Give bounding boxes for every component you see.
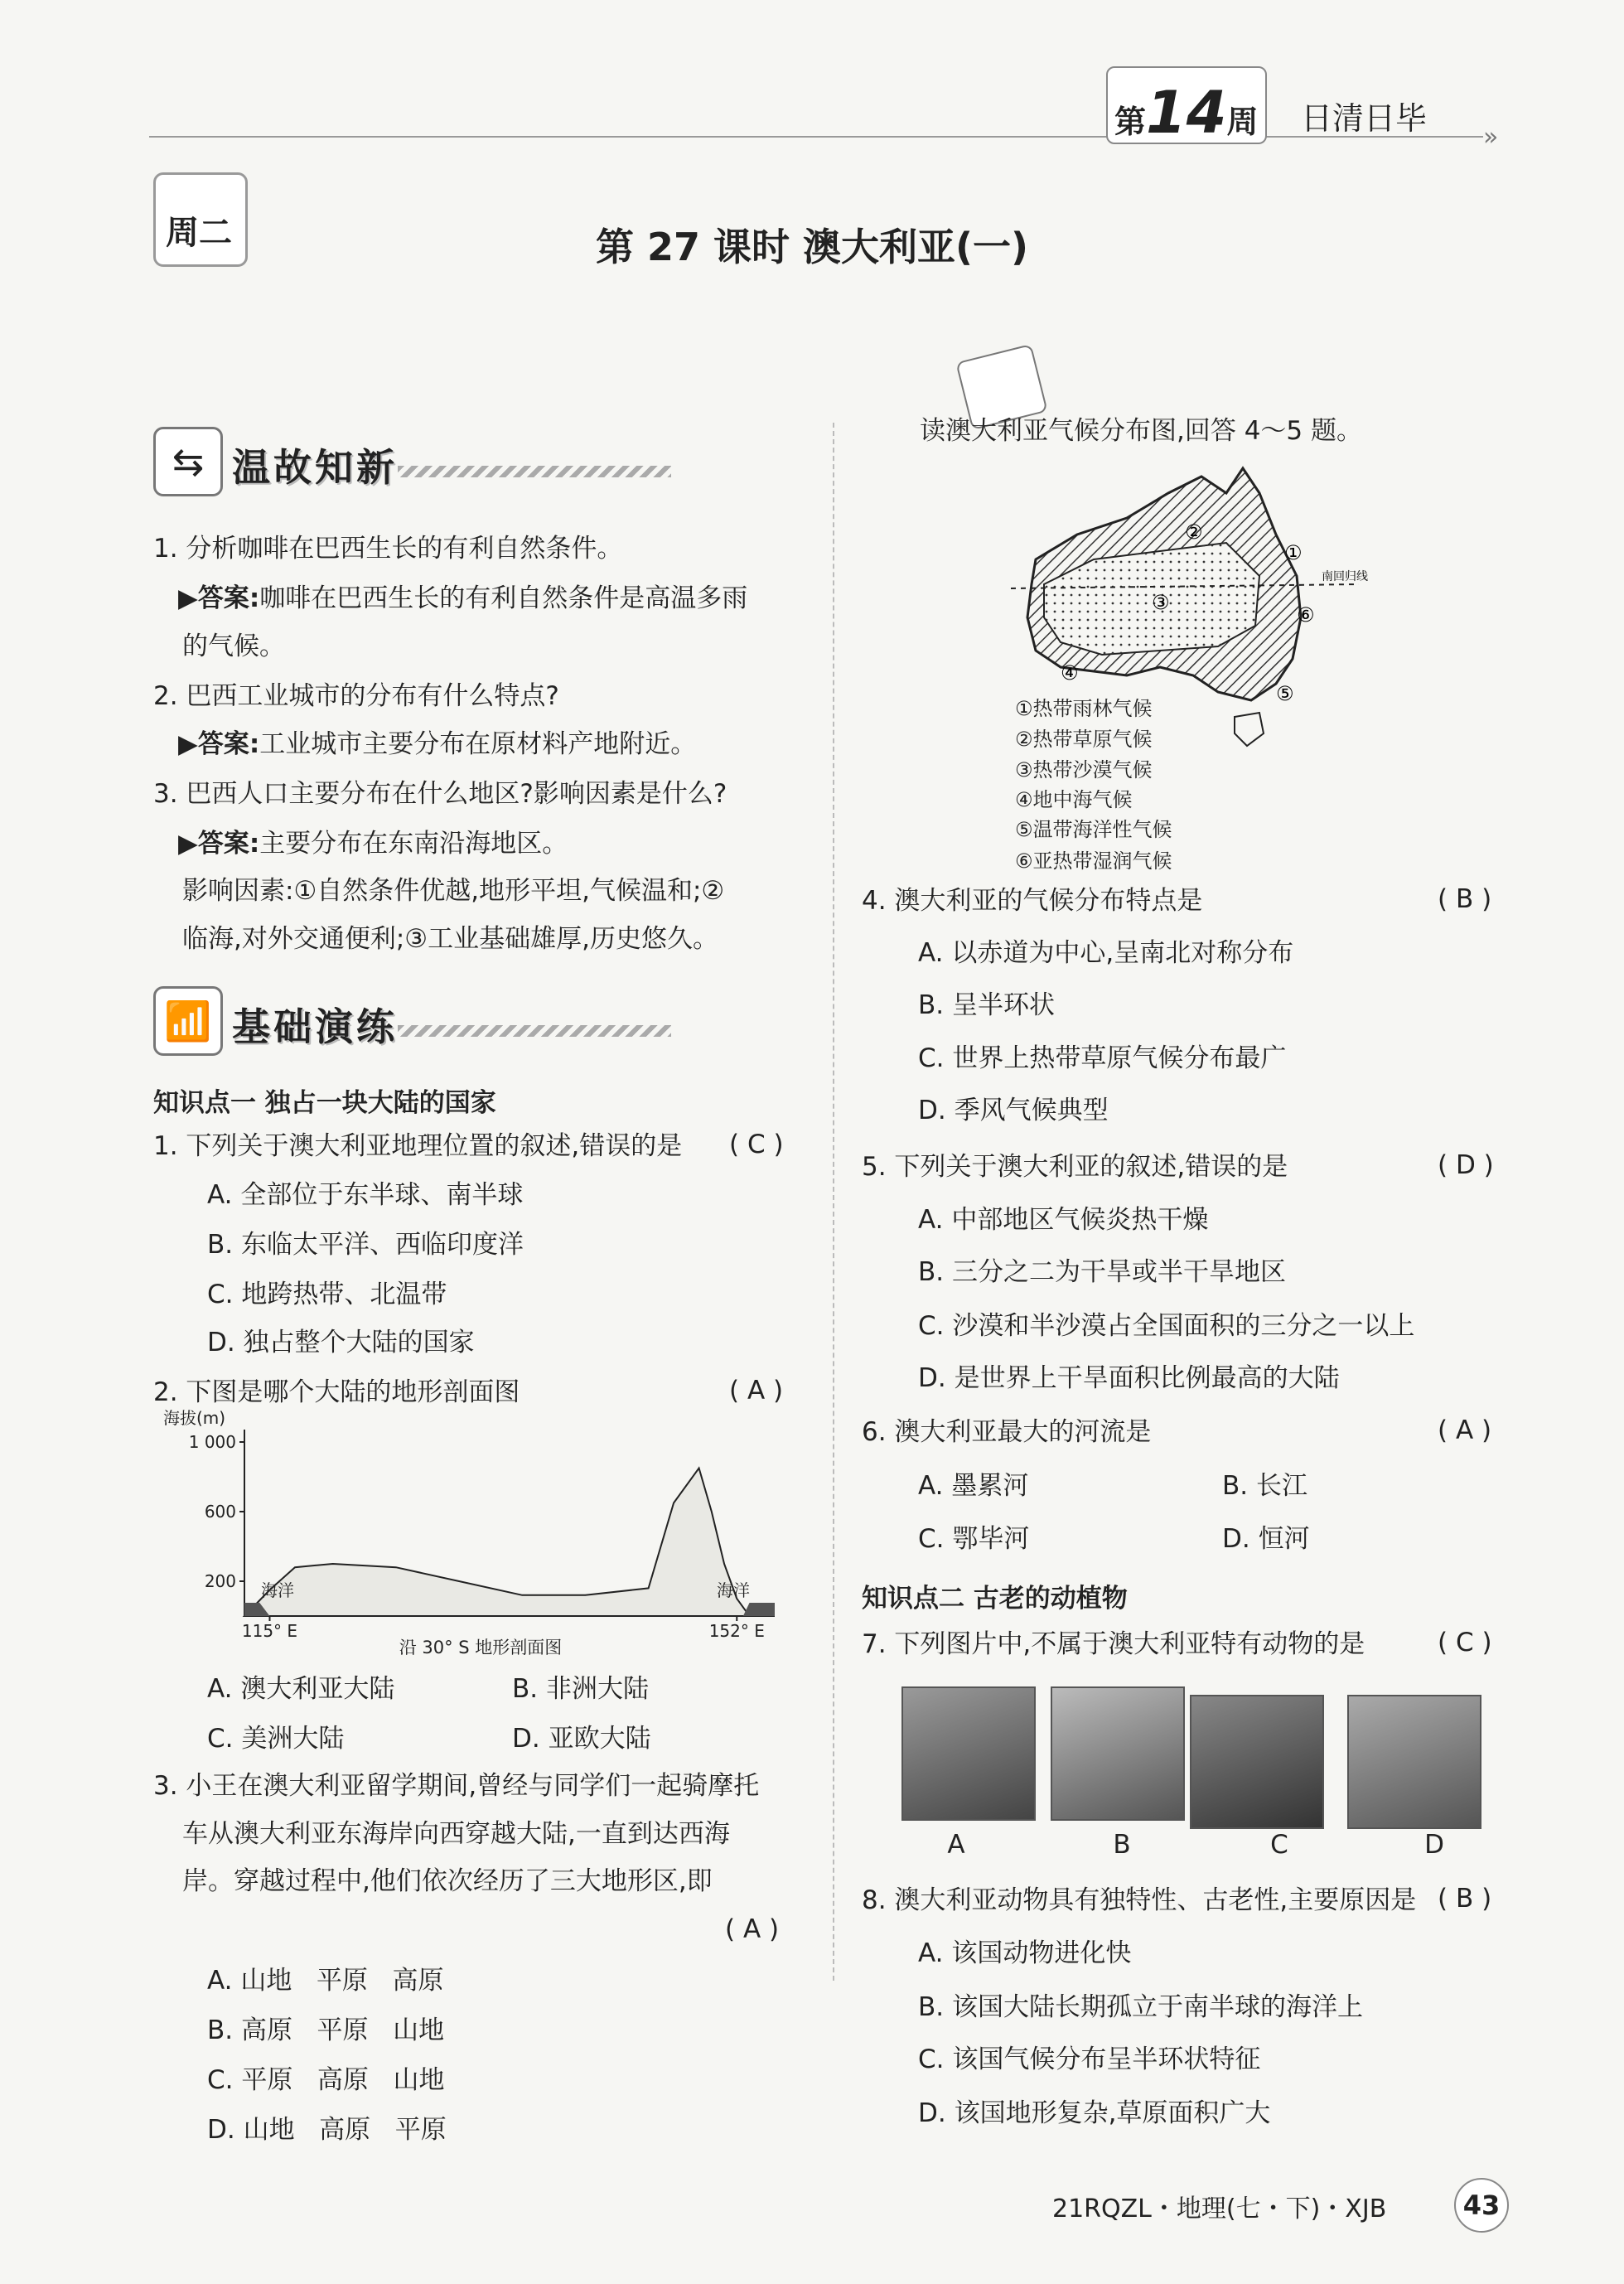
photo-label: C: [1270, 1830, 1288, 1860]
option: B. 三分之二为干旱或半干旱地区: [918, 1257, 1286, 1287]
region-label: ④: [1061, 661, 1079, 685]
tropic-label: 南回归线: [1322, 570, 1368, 583]
section-title-practice: 基础演练: [232, 1004, 398, 1049]
question-8-answer: ( B ): [1438, 1884, 1492, 1914]
tasmania: [1235, 713, 1264, 746]
photo-label: A: [947, 1830, 965, 1860]
review-a3-factors-cont: 临海,对外交通便利;③工业基础雄厚,历史悠久。: [182, 924, 718, 954]
option: A. 墨累河: [918, 1471, 1029, 1501]
x-tick-label: 152° E: [708, 1621, 765, 1641]
question-5-answer: ( D ): [1438, 1150, 1494, 1180]
knowledge-point-1: 知识点一 独占一块大陆的国家: [153, 1088, 496, 1118]
y-tick-label: 200: [204, 1571, 236, 1591]
review-a1-cont: 的气候。: [182, 631, 285, 661]
bar-chart-icon: 📶: [153, 986, 223, 1056]
question-4-answer: ( B ): [1438, 884, 1492, 914]
option: B. 非洲大陆: [512, 1674, 649, 1704]
ocean-label-west: 海洋: [261, 1580, 294, 1600]
option: D. 亚欧大陆: [512, 1724, 651, 1754]
review-a3: ▶答案:主要分布在东南沿海地区。: [178, 829, 568, 859]
section-bar: [398, 466, 671, 477]
option: D. 山地 高原 平原: [207, 2115, 447, 2145]
terrain-profile-svg: [162, 1409, 800, 1657]
question-5: 5. 下列关于澳大利亚的叙述,错误的是: [862, 1152, 1288, 1182]
option: D. 恒河: [1222, 1524, 1310, 1554]
practice-q3-answer: ( A ): [725, 1914, 780, 1944]
practice-q1: 1. 下列关于澳大利亚地理位置的叙述,错误的是: [153, 1131, 683, 1161]
column-divider: [833, 423, 834, 1981]
option: C. 该国气候分布呈半环状特征: [918, 2044, 1261, 2074]
region-label: ⑤: [1276, 682, 1294, 705]
footer-text: 21RQZL・地理(七・下)・XJB: [1052, 2194, 1387, 2224]
map-legend-item: ③热带沙漠气候: [1015, 758, 1153, 781]
week-label: 第14周: [1114, 79, 1259, 147]
option: D. 独占整个大陆的国家: [207, 1328, 475, 1357]
option: C. 沙漠和半沙漠占全国面积的三分之一以上: [918, 1311, 1415, 1341]
ocean-label-east: 海洋: [717, 1580, 750, 1600]
region-label: ⑥: [1297, 603, 1315, 627]
question-8: 8. 澳大利亚动物具有独特性、古老性,主要原因是: [862, 1885, 1417, 1915]
question-6: 6. 澳大利亚最大的河流是: [862, 1417, 1152, 1447]
option: B. 高原 平原 山地: [207, 2015, 445, 2045]
double-chevron-icon: »: [1483, 123, 1499, 152]
map-legend-item: ⑥亚热带湿润气候: [1015, 849, 1172, 873]
option: A. 中部地区气候炎热干燥: [918, 1205, 1209, 1235]
day-tag: 周二: [153, 172, 248, 267]
question-7-answer: ( C ): [1438, 1628, 1492, 1657]
practice-q3-cont: 车从澳大利亚东海岸向西穿越大陆,一直到达西海: [182, 1819, 730, 1849]
map-legend-item: ⑤温带海洋性气候: [1015, 818, 1172, 841]
animal-photo-koala: [901, 1686, 1036, 1821]
option: A. 全部位于东半球、南半球: [207, 1180, 524, 1210]
x-tick-label: 115° E: [241, 1621, 298, 1641]
practice-q2: 2. 下图是哪个大陆的地形剖面图: [153, 1377, 520, 1407]
animal-photo-kangaroo: [1051, 1686, 1185, 1821]
animal-photo-c: [1190, 1695, 1324, 1829]
y-axis-label: 海拔(m): [163, 1409, 226, 1428]
map-legend-item: ①热带雨林气候: [1015, 697, 1153, 720]
option: A. 以赤道为中心,呈南北对称分布: [918, 938, 1294, 968]
option: D. 该国地形复杂,草原面积广大: [918, 2098, 1271, 2128]
map-intro: 读澳大利亚气候分布图,回答 4～5 题。: [920, 416, 1363, 446]
terrain-profile-chart: [162, 1409, 800, 1657]
section-bar: [398, 1025, 671, 1037]
option: C. 鄂毕河: [918, 1524, 1030, 1554]
practice-q1-answer: ( C ): [729, 1130, 784, 1159]
swap-arrows-icon: ⇆: [153, 427, 223, 496]
option: A. 山地 平原 高原: [207, 1966, 444, 1996]
lesson-title: 第 27 课时 澳大利亚(一): [595, 225, 1029, 269]
option: C. 美洲大陆: [207, 1724, 345, 1754]
terrain-profile-area: [244, 1469, 775, 1617]
header-motto: 日清日毕: [1301, 100, 1428, 137]
question-6-answer: ( A ): [1438, 1415, 1492, 1445]
practice-q3: 3. 小王在澳大利亚留学期间,曾经与同学们一起骑摩托: [153, 1771, 760, 1801]
option: B. 该国大陆长期孤立于南半球的海洋上: [918, 1992, 1363, 2022]
option: D. 是世界上干旱面积比例最高的大陆: [918, 1363, 1340, 1393]
practice-q3-cont: 岸。穿越过程中,他们依次经历了三大地形区,即: [182, 1866, 713, 1896]
y-tick-label: 1 000: [188, 1432, 236, 1452]
review-a3-factors: 影响因素:①自然条件优越,地形平坦,气候温和;②: [182, 876, 725, 906]
section-title-review: 温故知新: [232, 445, 398, 490]
option: C. 平原 高原 山地: [207, 2065, 445, 2095]
option: A. 澳大利亚大陆: [207, 1674, 395, 1704]
knowledge-point-2: 知识点二 古老的动植物: [862, 1584, 1128, 1614]
question-7: 7. 下列图片中,不属于澳大利亚特有动物的是: [862, 1629, 1365, 1659]
y-tick-label: 600: [204, 1502, 236, 1522]
option: C. 世界上热带草原气候分布最广: [918, 1043, 1287, 1073]
region-label: ②: [1185, 520, 1203, 544]
review-a2: ▶答案:工业城市主要分布在原材料产地附近。: [178, 729, 697, 759]
option: B. 东临太平洋、西临印度洋: [207, 1230, 524, 1260]
option: B. 呈半环状: [918, 990, 1055, 1020]
review-q1: 1. 分析咖啡在巴西生长的有利自然条件。: [153, 534, 623, 564]
option: A. 该国动物进化快: [918, 1938, 1132, 1968]
chart-title: 沿 30° S 地形剖面图: [399, 1638, 563, 1657]
region-label: ①: [1284, 541, 1303, 564]
option: D. 季风气候典型: [918, 1096, 1109, 1125]
page-number: 43: [1454, 2178, 1509, 2233]
question-4: 4. 澳大利亚的气候分布特点是: [862, 886, 1203, 916]
ocean-shade-east: [743, 1603, 775, 1616]
map-legend-item: ④地中海气候: [1015, 788, 1133, 811]
photo-label: B: [1113, 1830, 1131, 1860]
option: C. 地跨热带、北温带: [207, 1280, 447, 1309]
review-q2: 2. 巴西工业城市的分布有什么特点?: [153, 681, 559, 711]
map-legend-item: ②热带草原气候: [1015, 728, 1153, 751]
option: B. 长江: [1222, 1471, 1307, 1501]
practice-q2-answer: ( A ): [729, 1376, 784, 1406]
review-a1: ▶答案:咖啡在巴西生长的有利自然条件是高温多雨: [178, 583, 748, 613]
review-q3: 3. 巴西人口主要分布在什么地区?影响因素是什么?: [153, 779, 727, 809]
animal-photo-emu: [1347, 1695, 1481, 1829]
header-rule: [149, 136, 1483, 138]
photo-label: D: [1424, 1830, 1444, 1860]
region-label: ③: [1152, 591, 1170, 614]
